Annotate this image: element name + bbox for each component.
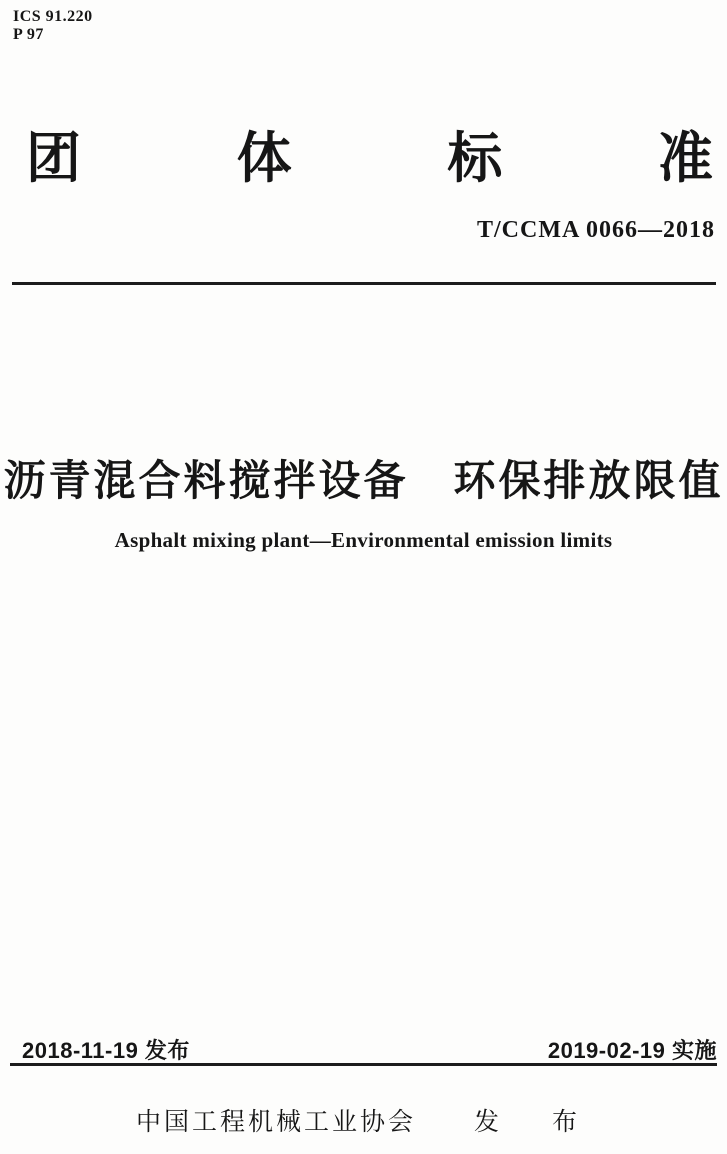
document-title-chinese: 沥青混合料搅拌设备 环保排放限值 [3, 456, 724, 505]
standard-type-char-3: 标 [447, 126, 503, 190]
standard-number: T/CCMA 0066—2018 [477, 217, 715, 243]
publisher-name: 中国工程机械工业协会 [135, 1108, 416, 1136]
china-class-code: P 97 [13, 26, 44, 44]
header-divider-line [12, 282, 716, 285]
publisher-row [0, 1102, 727, 1138]
standard-type-char-1: 团 [26, 126, 82, 190]
standard-type-char-2: 体 [236, 126, 292, 190]
standard-type-title [26, 126, 713, 190]
implementation-date: 2019-02-19 实施 [547, 1038, 717, 1063]
date-row [22, 1034, 717, 1065]
standard-type-char-4: 准 [657, 126, 713, 190]
document-title-english: Asphalt mixing plant—Environmental emission limits [114, 528, 613, 552]
issue-date: 2018-11-19 发布 [22, 1038, 190, 1063]
footer-divider-line [10, 1063, 717, 1066]
publish-label: 发 布 [474, 1108, 592, 1136]
ics-classification [13, 8, 93, 45]
ics-code: ICS 91.220 [13, 8, 93, 25]
